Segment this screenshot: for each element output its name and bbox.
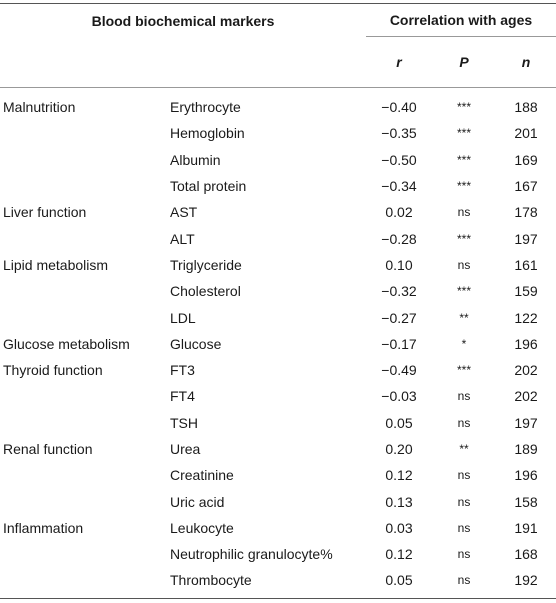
header-row-columns [0, 37, 556, 88]
n-value-cell: 188 [514, 99, 538, 116]
category-cell [0, 541, 166, 567]
r-value-cell: −0.27 [381, 309, 417, 326]
n-value-cell: 122 [514, 309, 538, 326]
r-value-cell: 0.05 [385, 414, 413, 431]
n-value-cell: 201 [514, 125, 538, 142]
table-row [0, 147, 556, 173]
table-row [0, 173, 556, 199]
n-value-cell: 197 [514, 230, 538, 247]
table-row [0, 120, 556, 146]
marker-cell: Glucose [170, 335, 222, 352]
category-cell [0, 488, 166, 514]
table-row [0, 436, 556, 462]
marker-cell: Hemoglobin [170, 125, 245, 142]
p-value-cell: ns [457, 205, 471, 220]
p-value-cell: *** [456, 100, 471, 115]
p-value-cell: *** [456, 284, 471, 299]
category-cell [0, 225, 166, 251]
r-value-cell: −0.40 [381, 99, 417, 116]
header-blood-markers: Blood biochemical markers [0, 4, 366, 38]
table-row [0, 278, 556, 304]
table-row [0, 462, 556, 488]
category-cell: Inflammation [3, 519, 84, 536]
r-value-cell: −0.03 [381, 388, 417, 405]
n-value-cell: 178 [514, 204, 538, 221]
category-cell [0, 410, 166, 436]
table-body [0, 88, 556, 599]
category-cell: Thyroid function [3, 362, 103, 379]
p-value-cell: ns [457, 257, 471, 272]
n-value-cell: 168 [514, 546, 538, 563]
r-value-cell: 0.13 [385, 493, 413, 510]
marker-cell: ALT [170, 230, 195, 247]
header-empty-1 [0, 37, 166, 88]
n-value-cell: 196 [514, 335, 538, 352]
header-row-groups [0, 4, 556, 38]
marker-cell: Total protein [170, 178, 247, 195]
table-row [0, 541, 556, 567]
marker-cell: Urea [170, 441, 201, 457]
p-value-cell: ** [459, 442, 469, 456]
header-empty-2 [166, 37, 366, 88]
p-value-cell: *** [456, 231, 471, 246]
marker-cell: Albumin [170, 151, 221, 168]
r-value-cell: 0.12 [385, 467, 413, 484]
n-value-cell: 167 [514, 178, 538, 195]
table-row [0, 515, 556, 541]
r-value-cell: 0.12 [385, 546, 413, 563]
category-cell: Glucose metabolism [3, 335, 130, 352]
category-cell [0, 173, 166, 199]
r-value-cell: −0.32 [381, 283, 417, 300]
category-cell [0, 147, 166, 173]
marker-cell: FT3 [170, 362, 195, 379]
marker-cell: LDL [170, 309, 196, 326]
header-correlation-label: Correlation with ages [366, 4, 556, 37]
p-value-cell: *** [456, 152, 471, 167]
n-value-cell: 202 [514, 362, 538, 379]
marker-cell: Leukocyte [170, 519, 234, 536]
n-value-cell: 189 [514, 441, 538, 457]
marker-cell: Uric acid [170, 493, 225, 510]
table-row [0, 410, 556, 436]
p-value-cell: ns [432, 567, 496, 598]
r-value-cell: 0.02 [385, 204, 413, 221]
table-row [0, 88, 556, 121]
n-value-cell: 159 [514, 283, 538, 300]
n-value-cell: 169 [514, 151, 538, 168]
marker-cell: Neutrophilic granulocyte% [170, 546, 333, 563]
p-value-cell: ns [457, 415, 471, 430]
category-cell [0, 120, 166, 146]
p-value-cell: ns [457, 547, 471, 562]
p-value-cell: ns [457, 389, 471, 404]
category-cell: Lipid metabolism [3, 256, 109, 273]
n-value-cell: 161 [514, 256, 538, 273]
p-value-cell: ** [459, 310, 469, 325]
n-value-cell: 202 [514, 388, 538, 405]
category-cell [0, 462, 166, 488]
table-row [0, 252, 556, 278]
header-correlation [366, 4, 556, 38]
correlation-table [0, 3, 556, 599]
category-cell: Liver function [3, 204, 87, 221]
table-row [0, 225, 556, 251]
marker-cell: Triglyceride [170, 256, 242, 273]
p-value-cell: *** [456, 363, 471, 378]
table-row [0, 304, 556, 330]
p-value-cell: *** [456, 179, 471, 194]
table-row [0, 567, 556, 598]
marker-cell: FT4 [170, 388, 195, 405]
marker-cell: Erythrocyte [170, 99, 241, 116]
table-row [0, 331, 556, 357]
header-n: n [496, 37, 556, 88]
category-cell [0, 278, 166, 304]
r-value-cell: 0.10 [385, 256, 413, 273]
r-value-cell: −0.49 [381, 362, 417, 379]
category-cell [0, 567, 166, 598]
r-value-cell: 0.20 [385, 441, 413, 457]
marker-cell: AST [170, 204, 198, 221]
table-row [0, 383, 556, 409]
r-value-cell: −0.17 [381, 335, 417, 352]
category-cell: Malnutrition [3, 99, 76, 116]
table-row [0, 199, 556, 225]
marker-cell: Cholesterol [170, 283, 241, 300]
r-value-cell: −0.35 [381, 125, 417, 142]
header-r: r [366, 37, 432, 88]
n-value-cell: 196 [514, 467, 538, 484]
r-value-cell: −0.34 [381, 178, 417, 195]
marker-cell: Thrombocyte [166, 567, 366, 598]
r-value-cell: 0.03 [385, 519, 413, 536]
category-cell [0, 383, 166, 409]
n-value-cell: 191 [514, 519, 538, 536]
n-value-cell: 192 [496, 567, 556, 598]
category-cell: Renal function [3, 441, 93, 457]
table-row [0, 357, 556, 383]
n-value-cell: 197 [514, 414, 538, 431]
p-value-cell: * [461, 336, 467, 351]
p-value-cell: *** [456, 126, 471, 141]
r-value-cell: 0.05 [366, 567, 432, 598]
p-value-cell: ns [457, 468, 471, 483]
marker-cell: TSH [170, 414, 198, 431]
p-value-cell: ns [457, 494, 471, 509]
table-row [0, 488, 556, 514]
r-value-cell: −0.50 [381, 151, 417, 168]
r-value-cell: −0.28 [381, 230, 417, 247]
p-value-cell: ns [457, 520, 471, 535]
header-p: P [432, 37, 496, 88]
category-cell [0, 304, 166, 330]
n-value-cell: 158 [514, 493, 538, 510]
marker-cell: Creatinine [170, 467, 234, 484]
